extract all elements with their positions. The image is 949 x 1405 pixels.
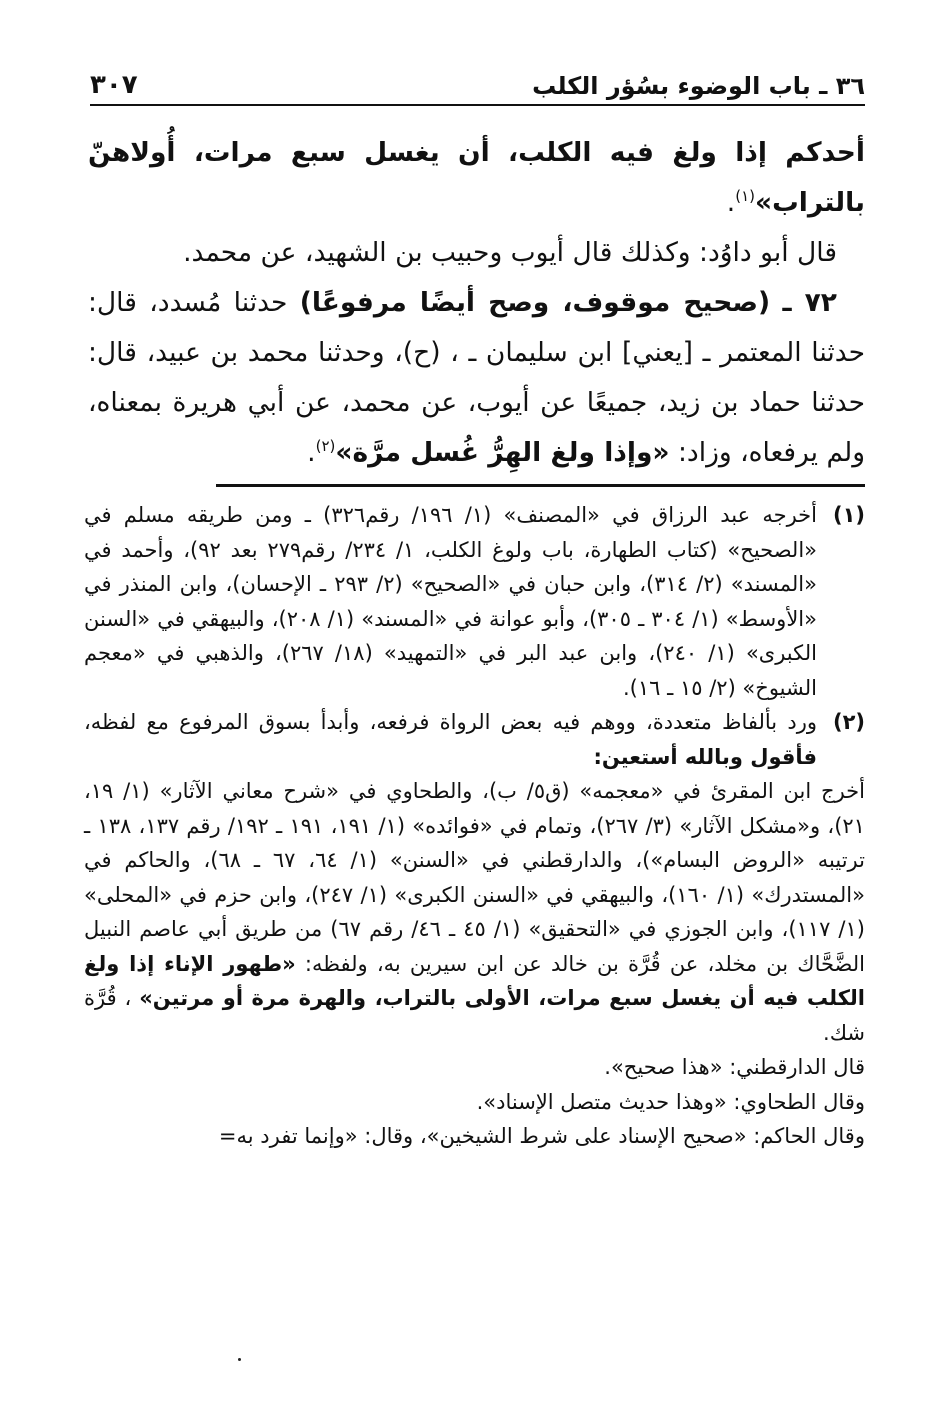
footnote-number: (٢) xyxy=(832,710,865,734)
paragraph-hadith-72 xyxy=(88,278,865,478)
takhrij-text: أخرج ابن المقرئ في «معجمه» (ق٥/ ب)، والطحاوي في «شرح معاني الآثار» (١/ ١٩، ٢١)، و«مشكل الآثار» (٣/ ٢٦٧)، وتمام في «فوائده» (١/ ١٩١، ١٩١ ـ ١٩٢/ رقم ١٣٧، ١٣٨ ـ ترتيبه «الروض البسام»)، والدارقطني في «السنن» (١/ ٦٤، ٦٧ ـ ٦٨)، والحاكم في «المستدرك» (١/ ١٦٠)، والبيهقي في «السنن الكبرى» (١/ ٢٤٧)، وابن حزم في «المحلى» (١/ ١١٧)، وابن الجوزي في «التحقيق» (١/ ٤٥ ـ ٤٦/ رقم ٦٧) من طريق أبي عاصم النبيل الضَّحَّاك بن مخلد، عن قُرَّة بن خالد عن ابن سيرين به، ولفظه: xyxy=(84,779,865,976)
footnote-intro: ورد بألفاظ متعددة، ووهم فيه بعض الرواة فرفعه، وأبدأ بسوق المرفوع مع لفظه، xyxy=(84,710,817,734)
footnotes xyxy=(84,498,865,1154)
hadith-grade: (صحيح موقوف، وصح أيضًا مرفوعًا) xyxy=(299,287,771,318)
hadith-number: ٧٢ ـ xyxy=(782,287,837,318)
period: . xyxy=(307,437,316,468)
footnote-ref-1[interactable]: (١) xyxy=(735,187,755,206)
footnote-intro-bold: فأقول وبالله أستعين: xyxy=(593,744,817,769)
footnote-2-paragraph xyxy=(84,774,865,1050)
footnote-text: أخرجه عبد الرزاق في «المصنف» (١/ ١٩٦/ رقم٣٢٦) ـ ومن طريقه مسلم في «الصحيح» (كتاب الطهارة، باب ولوغ الكلب، ١/ ٢٣٤/ رقم٢٧٩ بعد ٩٢)، وأحمد في «المسند» (٢/ ٣١٤)، وابن حبان في «الصحيح» (٢/ ٢٩٣ ـ الإحسان)، وابن المنذر في «الأوسط» (١/ ٣٠٤ ـ ٣٠٥)، وأبو عوانة في «المسند» (١/ ٢٠٨)، والبيهقي في «السنن الكبرى» (١/ ٢٤٠)، وابن عبد البر في «التمهيد» (١٨/ ٢٦٧)، والذهبي في «معجم الشيوخ» (٢/ ١٥ ـ ١٦). xyxy=(84,503,818,700)
quote-tahawi: وقال الطحاوي: «وهذا حديث متصل الإسناد». xyxy=(476,1089,865,1114)
isnad-text: حدثنا مُسدد، قال: حدثنا المعتمر ـ [يعني] ابن سليمان ـ ، (ح)، وحدثنا محمد بن عبيد، قال: حدثنا حماد بن زيد، جميعًا عن أيوب، عن محمد، عن أبي هريرة بمعناه، ولم يرفعاه، وزاد: xyxy=(88,287,865,468)
running-header xyxy=(90,60,865,100)
footnote-text xyxy=(84,705,817,774)
header-rule xyxy=(90,104,865,106)
hadith-addition: «وإذا ولغ الهِرُّ غُسل مرَّة» xyxy=(335,437,670,468)
paragraph-hadith-end xyxy=(88,128,865,228)
print-speck xyxy=(238,1358,241,1361)
quote-hakim: وقال الحاكم: «صحيح الإسناد على شرط الشيخين»، وقال: «وإنما تفرد به= xyxy=(218,1124,865,1148)
hadith-wording: «طهور الإناء إذا ولغ الكلب فيه أن يغسل سبع مرات، الأولى بالتراب، والهرة مرة أو مرتين» xyxy=(84,951,866,1010)
footnote-separator xyxy=(216,484,865,487)
takhrij-end: ، قُرَّة شك. xyxy=(84,986,865,1045)
hadith-text: أحدكم إذا ولغ فيه الكلب، أن يغسل سبع مرات، أُولاهنّ بالتراب» xyxy=(88,137,865,218)
chapter-title: ٣٦ ـ باب الوضوء بسُؤر الكلب xyxy=(532,72,865,100)
main-text xyxy=(88,128,865,478)
footnote-1 xyxy=(84,498,865,705)
period: . xyxy=(726,187,736,218)
footnote-ref-2[interactable]: (٢) xyxy=(315,437,336,456)
page-number: ٣٠٧ xyxy=(90,70,138,100)
quote-daraqutni: قال الدارقطني: «هذا صحيح». xyxy=(604,1055,865,1079)
footnote-2 xyxy=(84,705,865,774)
paragraph-abu-dawud: قال أبو داوُد: وكذلك قال أيوب وحبيب بن الشهيد، عن محمد. xyxy=(183,237,837,268)
footnote-number: (١) xyxy=(832,503,865,527)
